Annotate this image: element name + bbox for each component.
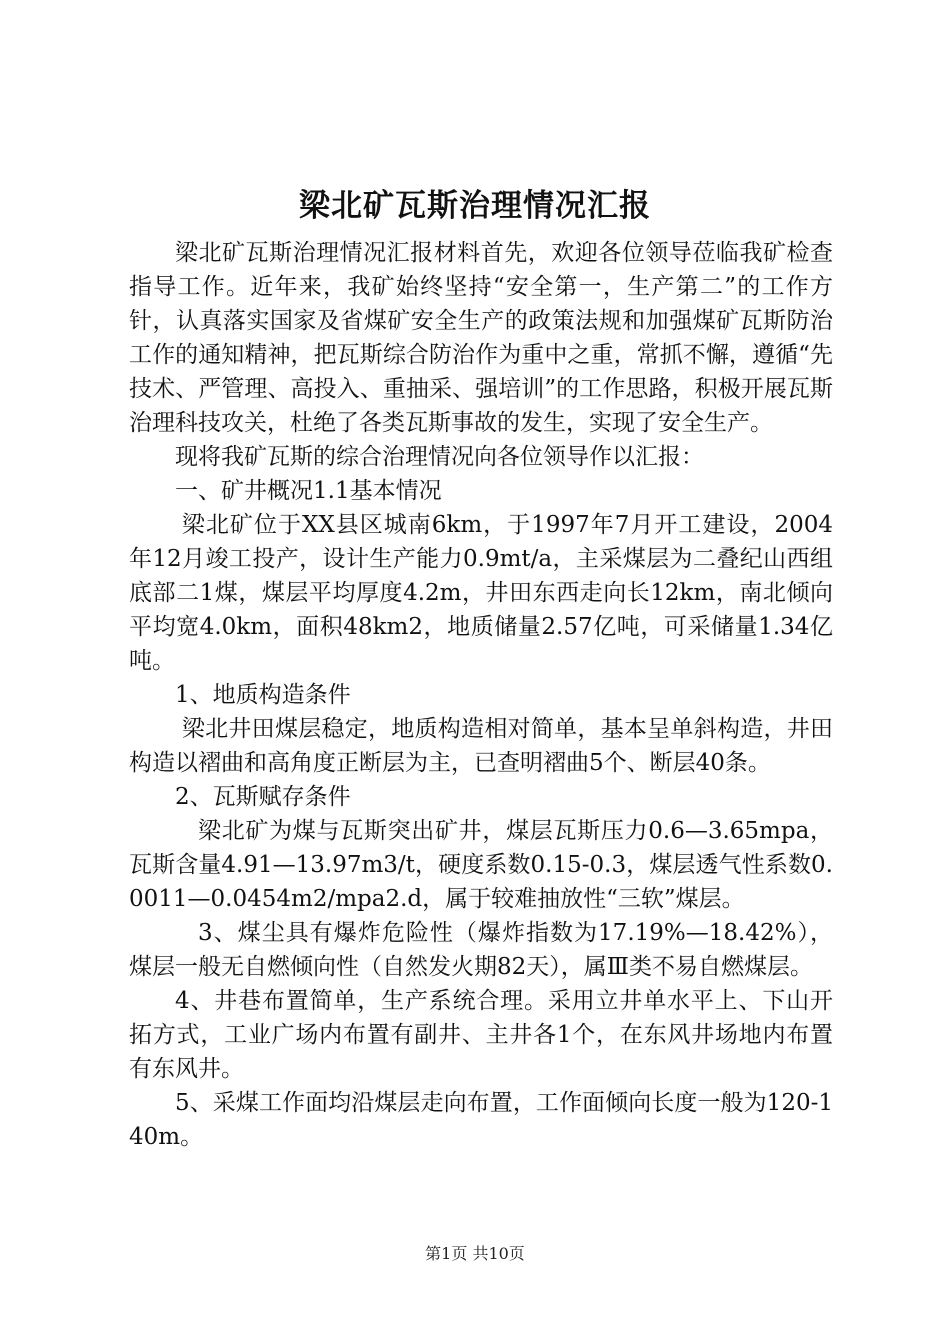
page-number-footer: 第1页 共10页 bbox=[425, 1244, 525, 1263]
document-title: 梁北矿瓦斯治理情况汇报 bbox=[299, 188, 651, 224]
paragraph-geology: 梁北井田煤层稳定，地质构造相对简单，基本呈单斜构造，井田构造以褶曲和高角度正断层为主，已查明褶曲5个、断层40条。 bbox=[129, 716, 833, 776]
paragraph-working-face: 5、采煤工作面均沿煤层走向布置，工作面倾向长度一般为120-140m。 bbox=[129, 1090, 833, 1150]
subheading-gas-occurrence: 2、瓦斯赋存条件 bbox=[175, 784, 351, 810]
paragraph-intro: 梁北矿瓦斯治理情况汇报材料首先，欢迎各位领导莅临我矿检查指导工作。近年来，我矿始终坚持“安全第一，生产第二”的工作方针，认真落实国家及省煤矿安全生产的政策法规和加强煤矿瓦斯防治工作的通知精神，把瓦斯综合防治作为重中之重，常抓不懈，遵循“先技术、严管理、高投入、重抽采、强培训”的工作思路，积极开展瓦斯治理科技攻关，杜绝了各类瓦斯事故的发生，实现了安全生产。 bbox=[129, 240, 833, 436]
document-body bbox=[129, 236, 833, 1154]
paragraph-basic-info: 梁北矿位于XX县区城南6km，于1997年7月开工建设，2004年12月竣工投产，设计生产能力0.9mt/a，主采煤层为二叠纪山西组底部二1煤，煤层平均厚度4.2m，井田东西走向长12km，南北倾向平均宽4.0km，面积48km2，地质储量2.57亿吨，可采储量1.34亿吨。 bbox=[129, 512, 833, 674]
paragraph-roadway-layout: 4、井巷布置简单，生产系统合理。采用立井单水平上、下山开拓方式，工业广场内布置有副井、主井各1个，在东风井场地内布置有东风井。 bbox=[129, 988, 833, 1082]
paragraph-gas-occurrence: 梁北矿为煤与瓦斯突出矿井，煤层瓦斯压力0.6—3.65mpa，瓦斯含量4.91—13.97m3/t，硬度系数0.15-0.3，煤层透气性系数0.0011—0.0454m2/mpa2.d，属于较难抽放性“三软”煤层。 bbox=[129, 818, 833, 912]
section-heading-overview: 一、矿井概况1.1基本情况 bbox=[175, 478, 442, 504]
subheading-geology: 1、地质构造条件 bbox=[175, 682, 351, 708]
paragraph-report-lead: 现将我矿瓦斯的综合治理情况向各位领导作以汇报： bbox=[175, 444, 704, 470]
paragraph-coal-dust: 3、煤尘具有爆炸危险性（爆炸指数为17.19%—18.42%），煤层一般无自燃倾向性（自然发火期82天），属Ⅲ类不易自燃煤层。 bbox=[129, 920, 833, 980]
